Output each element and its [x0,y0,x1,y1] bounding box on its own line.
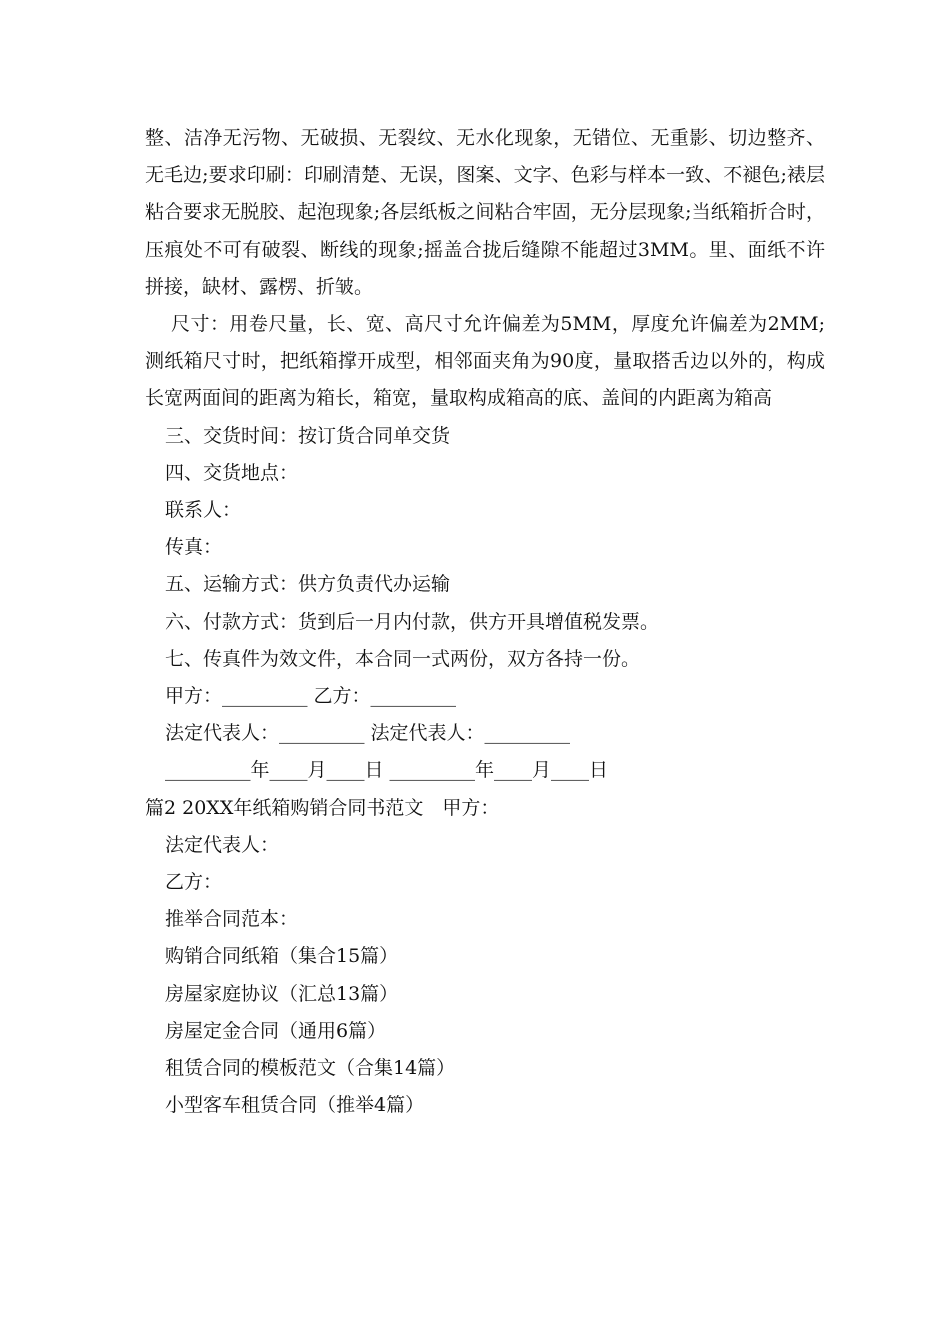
recommended-link-2[interactable]: 房屋家庭协议（汇总13篇） [165,982,399,1005]
clause-transport: 五、运输方式：供方负责代办运输 [165,573,451,596]
fax-line: 传真： [165,536,223,559]
clause-payment: 六、付款方式：货到后一月内付款，供方开具增值税发票。 [165,610,660,633]
signature-representatives-line: 法定代表人：_________ 法定代表人：_________ [165,722,571,745]
quality-requirements-paragraph: 整、洁净无污物、无破损、无裂纹、无水化现象，无错位、无重影、切边整齐、无毛边;要求印刷：印刷清楚、无误，图案、文字、色彩与样本一致、不褪色;裱层粘合要求无脱胶、起泡现象;各层纸板之间粘合牢固，无分层现象;当纸箱折合时，压痕处不可有破裂、断线的现象;摇盖合拢后缝隙不能超过3MM。里、面纸不许拼接，缺材、露楞、折皱。 [145,127,825,298]
signature-dates-line: _________年____月____日 _________年____月____日 [165,759,609,782]
contact-person-line: 联系人： [165,499,242,522]
dimension-requirements-paragraph: 尺寸：用卷尺量，长、宽、高尺寸允许偏差为5MM，厚度允许偏差为2MM;测纸箱尺寸时，把纸箱撑开成型，相邻面夹角为90度，量取搭舌边以外的，构成长宽两面间的距离为箱长，箱宽，量取构成箱高的底、盖间的内距离为箱高 [145,313,825,410]
recommended-link-1[interactable]: 购销合同纸箱（集合15篇） [165,945,399,968]
recommended-label: 推举合同范本： [165,908,299,931]
section-heading: 篇2 20XX年纸箱购销合同书范文 甲方： [145,796,500,819]
recommended-link-4[interactable]: 租赁合同的模板范文（合集14篇） [165,1057,456,1080]
recommended-link-5[interactable]: 小型客车租赁合同（推举4篇） [165,1094,425,1117]
document-body [145,120,825,1124]
clause-delivery-place: 四、交货地点： [165,461,299,484]
clause-fax-validity: 七、传真件为效文件，本合同一式两份，双方各持一份。 [165,647,641,670]
recommended-link-3[interactable]: 房屋定金合同（通用6篇） [165,1019,387,1042]
section-legal-rep-line: 法定代表人： [165,833,280,856]
clause-delivery-time: 三、交货时间：按订货合同单交货 [165,424,451,447]
signature-parties-line: 甲方：_________ 乙方：_________ [165,685,457,708]
section-party-b-line: 乙方： [165,871,223,894]
